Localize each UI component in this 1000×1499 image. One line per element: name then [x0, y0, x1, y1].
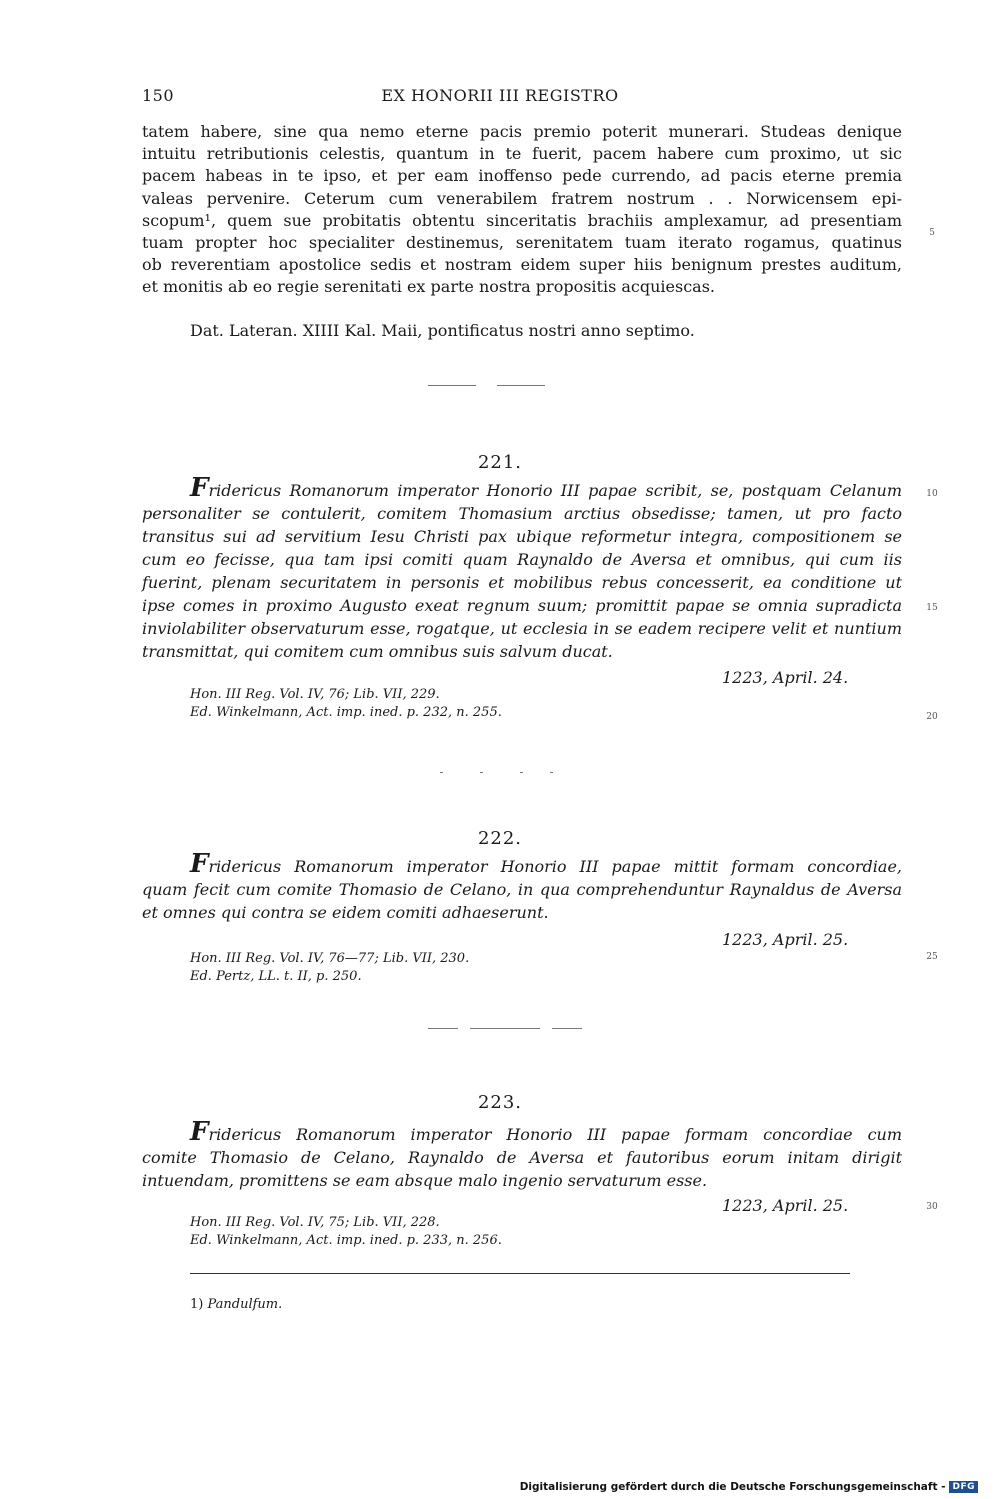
text-line: et monitis ab eo regie serenitati ex parte nostra propositis acquiescas. [142, 277, 716, 297]
source-line: Hon. III Reg. Vol. IV, 76—77; Lib. VII, 230. [190, 951, 470, 966]
summary-line: fuerint, plenam securitatem in personis et mobilibus rebus concesserit, ea conditione ut [142, 573, 902, 592]
page-number: 150 [142, 86, 175, 105]
text-line: tatem habere, sine qua nemo eterne pacis premio poterit munerari. Studeas denique [142, 122, 902, 141]
entry-summary [142, 473, 902, 663]
summary-line: intuendam, promittens se eam absque malo ingenio servaturum esse. [142, 1171, 708, 1190]
summary-line: inviolabiliter observaturum esse, rogatque, ut ecclesia in se eadem recipere velit et nuntium [142, 619, 902, 638]
dating-clause: Dat. Lateran. XIIII Kal. Maii, pontificatus nostri anno septimo. [190, 321, 695, 340]
text-line: valeas pervenire. Ceterum cum venerabilem fratrem nostrum . . Norwicensem epi- [142, 188, 902, 208]
running-title: EX HONORII III REGISTRO [381, 86, 619, 105]
separator-dot [440, 772, 443, 773]
text-line: ob reverentiam apostolice sedis et nostram eidem super hiis benignum prestes auditum, [142, 255, 902, 275]
summary-line-text: ridericus Romanorum imperator Honorio III papae scribit, se, postquam Celanum [208, 481, 902, 500]
summary-line [142, 849, 902, 879]
text-line: pacem habeas in te ipso, et per eam inoffenso pede currendo, ad pacis eterne premia [142, 166, 902, 186]
entry-sources [190, 686, 502, 722]
summary-line-text: ridericus Romanorum imperator Honorio III papae formam concordiae cum [208, 1125, 902, 1144]
footnote [190, 1297, 282, 1312]
source-line: Ed. Winkelmann, Act. imp. ined. p. 232, n. 255. [190, 705, 502, 720]
initial-letter: F [190, 849, 209, 879]
entry-sources [190, 950, 469, 986]
line-number: 5 [929, 228, 935, 238]
entry-summary [142, 849, 902, 924]
section-separator [470, 1028, 540, 1029]
text-line: tuam propter hoc specialiter destinemus, serenitatem tuam iterato rogamus, quatinus [142, 233, 902, 253]
entry-number: 222. [477, 828, 523, 849]
source-line: Hon. III Reg. Vol. IV, 75; Lib. VII, 228. [190, 1215, 440, 1230]
digitization-credit [520, 1481, 978, 1493]
summary-line: ipse comes in proximo Augusto exeat regnum suum; promittit papae se omnia supradicta [142, 596, 902, 615]
initial-letter: F [190, 473, 209, 503]
line-number: 20 [926, 712, 938, 722]
summary-line: quam fecit cum comite Thomasio de Celano, in qua comprehenduntur Raynaldus de Aversa [142, 880, 902, 899]
summary-line [142, 1117, 902, 1147]
section-separator [552, 1028, 582, 1029]
entry-sources [190, 1214, 502, 1250]
summary-line: cum eo fecisse, qua tam ipsi comiti quam Raynaldo de Aversa et omnibus, qui cum iis [142, 550, 902, 569]
summary-line: et omnes qui contra se eidem comiti adhaeserunt. [142, 903, 549, 922]
footnote-rule [190, 1273, 850, 1274]
line-number: 30 [926, 1202, 938, 1212]
section-separator [428, 1028, 458, 1029]
separator-dot [550, 772, 553, 773]
entry-date: 1223, April. 24. [722, 668, 849, 687]
section-separator [497, 385, 545, 386]
text-line: intuitu retributionis celestis, quantum in te fuerit, pacem habere cum proximo, ut sic [142, 144, 902, 164]
entry-number: 223. [477, 1092, 523, 1113]
entry-summary [142, 1117, 902, 1192]
source-line: Hon. III Reg. Vol. IV, 76; Lib. VII, 229. [190, 687, 440, 702]
summary-line [142, 473, 902, 503]
entry-date: 1223, April. 25. [722, 1196, 849, 1215]
line-number: 10 [926, 489, 938, 499]
entry-number: 221. [477, 452, 523, 473]
separator-dot [480, 772, 483, 773]
separator-dot [520, 772, 523, 773]
line-number: 25 [926, 952, 938, 962]
summary-line: transmittat, qui comitem cum omnibus suis salvum ducat. [142, 642, 613, 661]
dfg-logo: DFG [949, 1481, 978, 1493]
letter-body [142, 121, 902, 299]
entry-date: 1223, April. 25. [722, 930, 849, 949]
section-separator [428, 385, 476, 386]
initial-letter: F [190, 1117, 209, 1147]
summary-line: comite Thomasio de Celano, Raynaldo de Aversa et fautoribus eorum initam dirigit [142, 1148, 902, 1167]
footnote-text: Pandulfum. [207, 1297, 283, 1312]
credit-text: Digitalisierung gefördert durch die Deutsche Forschungsgemeinschaft - [519, 1481, 946, 1493]
line-number: 15 [926, 603, 938, 613]
source-line: Ed. Winkelmann, Act. imp. ined. p. 233, n. 256. [190, 1233, 502, 1248]
summary-line-text: ridericus Romanorum imperator Honorio III papae mittit formam concordiae, [208, 857, 902, 876]
summary-line: personaliter se contulerit, comitem Thomasium arctius obsedisse; tamen, ut pro facto [142, 504, 902, 523]
text-line: scopum¹, quem sue probitatis obtentu sinceritatis brachiis amplexamur, ad presentiam [142, 210, 902, 230]
summary-line: transitus sui ad servitium Iesu Christi pax ubique reformetur integra, compositionem se [142, 527, 902, 546]
footnote-marker: 1) [190, 1297, 204, 1312]
source-line: Ed. Pertz, LL. t. II, p. 250. [190, 969, 362, 984]
